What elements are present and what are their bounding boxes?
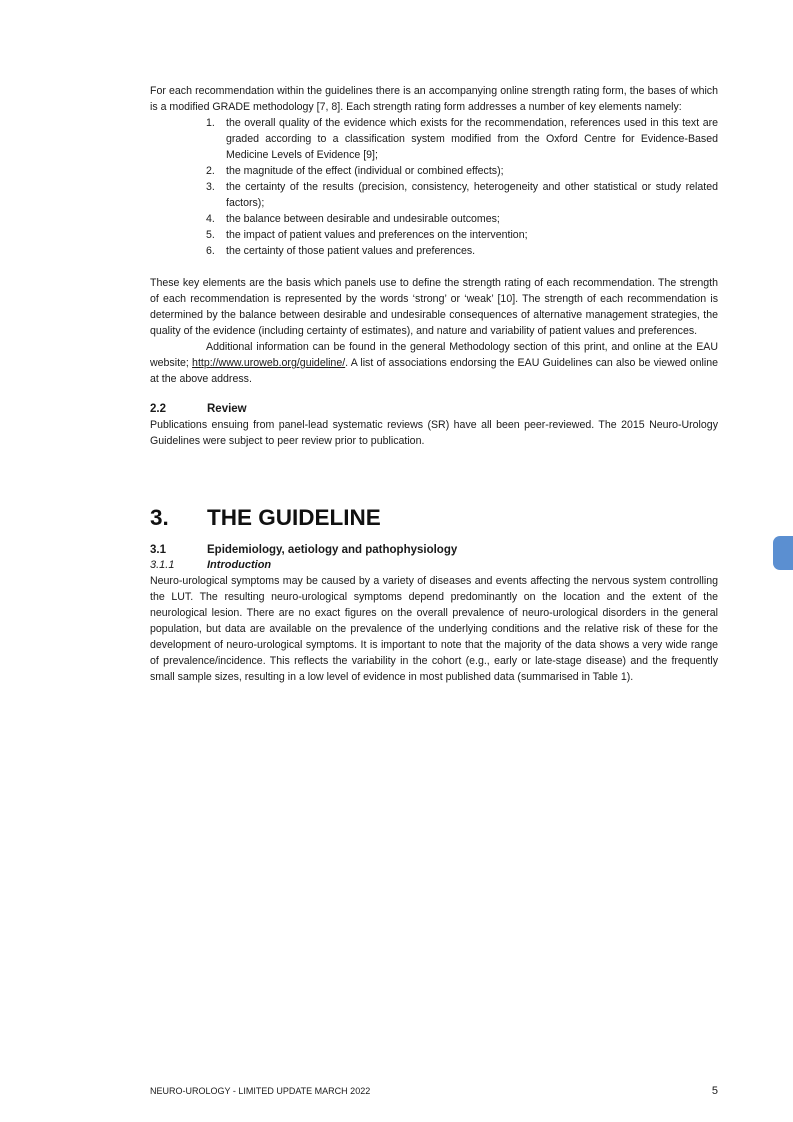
list-item-number: 6.: [206, 245, 215, 257]
additional-info-text: Additional information can be found in the general Methodology section of this print, and online at the EAU website;: [150, 341, 718, 369]
list-item-number: 3.: [206, 181, 215, 193]
list-item-text: the magnitude of the effect (individual or combined effects);: [226, 165, 504, 177]
subsection-title: Introduction: [207, 559, 272, 571]
key-elements-list: [206, 115, 718, 259]
list-item-number: 5.: [206, 229, 215, 241]
section-heading-review: [150, 401, 718, 417]
introduction-paragraph: Neuro-urological symptoms may be caused by a variety of diseases and events affecting the nervous system controlling the LUT. The resulting neuro-urological symptoms depend predominantly on the location and the extent of the neurological lesion. There are no exact figures on the overall prevalence of neuro-urological disorders in the general population, but data are available on the prevalence of the underlying conditions and the relative risk of these for the development of neuro-urological symptoms. It is important to note that the majority of the data shows a very wide range of prevalence/incidence. This reflects the variability in the cohort (e.g., early or late-stage disease) and the frequently small sample sizes, resulting in a low level of evidence in most published data (summarised in Table 1).: [150, 575, 718, 683]
additional-info-paragraph: [150, 339, 718, 387]
page-content: [150, 83, 718, 685]
section-heading-epidemiology: [150, 542, 718, 558]
review-paragraph: Publications ensuing from panel-lead systematic reviews (SR) have all been peer-reviewed. The 2015 Neuro-Urology Guidelines were subject to peer review prior to publication.: [150, 419, 718, 447]
list-item-text: the balance between desirable and undesirable outcomes;: [226, 213, 500, 225]
chapter-heading: [150, 504, 718, 532]
chapter-side-tab[interactable]: [773, 536, 793, 570]
eau-guidelines-link[interactable]: http://www.uroweb.org/guideline/: [192, 357, 346, 369]
list-item: [206, 163, 718, 179]
list-item: [206, 243, 718, 259]
list-item: [206, 227, 718, 243]
footer-title: NEURO-UROLOGY - LIMITED UPDATE MARCH 2022: [150, 1086, 371, 1096]
list-item-number: 1.: [206, 117, 215, 129]
section-number: 2.2: [150, 403, 166, 415]
list-item-text: the impact of patient values and preferences on the intervention;: [226, 229, 528, 241]
list-item: [206, 211, 718, 227]
list-item-text: the certainty of the results (precision, consistency, heterogeneity and other statistical or study related factors);: [226, 181, 718, 209]
section-title: Epidemiology, aetiology and pathophysiology: [207, 544, 458, 556]
list-item: [206, 115, 718, 163]
subsection-heading-introduction: [150, 558, 718, 573]
subsection-number: 3.1.1: [150, 559, 175, 571]
chapter-title: THE GUIDELINE: [207, 505, 381, 530]
list-item-number: 2.: [206, 165, 215, 177]
list-item-text: the certainty of those patient values and preferences.: [226, 245, 476, 257]
section-number: 3.1: [150, 544, 166, 556]
strength-paragraph: These key elements are the basis which panels use to define the strength rating of each recommendation. The strength of each recommendation is represented by the words ‘strong’ or ‘weak’ [10]. The strength of each recommendation is determined by the balance between desirable and undesirable consequences of alternative management strategies, the quality of the evidence (including certainty of estimates), and nature and variability of patient values and preferences.: [150, 277, 718, 337]
list-item: [206, 179, 718, 211]
section-title: Review: [207, 403, 247, 415]
intro-paragraph: For each recommendation within the guidelines there is an accompanying online strength rating form, the bases of which is a modified GRADE methodology [7, 8]. Each strength rating form addresses a number of key elements namely:: [150, 85, 718, 113]
list-item-number: 4.: [206, 213, 215, 225]
page-number: 5: [711, 1085, 718, 1097]
page-footer: [150, 1085, 718, 1097]
chapter-number: 3.: [150, 505, 169, 530]
additional-info-text-end: . A list of associations endorsing the EAU Guidelines can also be viewed online at the above address.: [150, 357, 718, 385]
list-item-text: the overall quality of the evidence which exists for the recommendation, references used in this text are graded according to a classification system modified from the Oxford Centre for Evidence-Based Medicine Levels of Evidence [9];: [226, 117, 718, 161]
